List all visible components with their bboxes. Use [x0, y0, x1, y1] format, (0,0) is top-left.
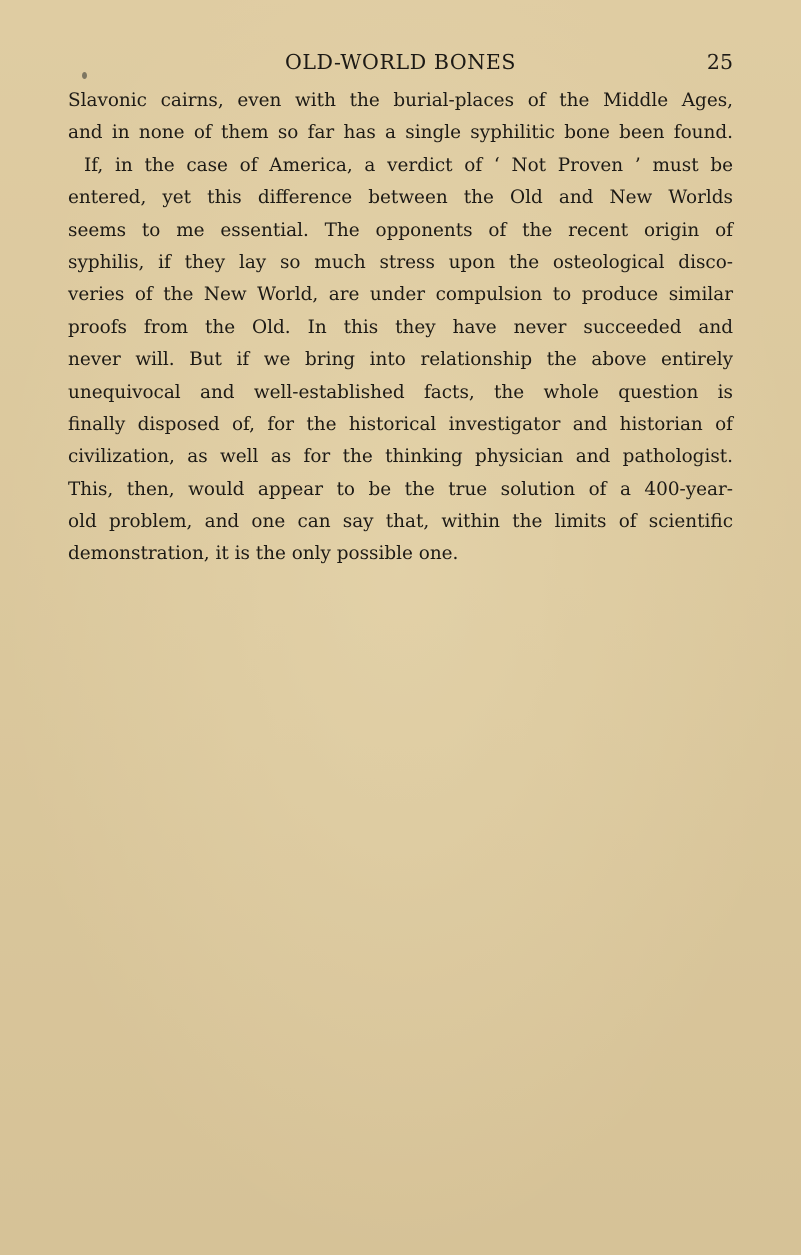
text-line: veries of the New World, are under compulsion to produce similar — [68, 284, 733, 306]
page-number: 25 — [706, 50, 733, 74]
text-line: If, in the case of America, a verdict of ‘ Not Proven ’ must be — [84, 154, 733, 176]
running-head-title: OLD-WORLD BONES — [284, 50, 517, 74]
text-line: unequivocal and well-established facts, the whole question is — [68, 381, 733, 403]
text-line: syphilis, if they lay so much stress upon the osteological disco- — [68, 251, 733, 273]
text-line: demonstration, it is the only possible one. — [68, 543, 459, 565]
text-line: Slavonic cairns, even with the burial-places of the Middle Ages, — [68, 90, 733, 111]
running-head — [68, 46, 733, 80]
text-line: proofs from the Old. In this they have never succeeded and — [68, 316, 733, 338]
text-line: finally disposed of, for the historical investigator and historian of — [68, 413, 733, 435]
text-line: seems to me essential. The opponents of the recent origin of — [68, 219, 733, 241]
text-line: and in none of them so far has a single syphilitic bone been found. — [68, 122, 733, 144]
text-line: This, then, would appear to be the true solution of a 400-year- — [68, 478, 733, 500]
text-line: old problem, and one can say that, within the limits of scientific — [68, 511, 733, 533]
text-line: civilization, as well as for the thinking physician and pathologist. — [68, 446, 733, 468]
text-line: entered, yet this difference between the Old and New Worlds — [68, 187, 733, 209]
body-paragraph — [68, 85, 733, 571]
text-line: never will. But if we bring into relationship the above entirely — [68, 349, 733, 371]
